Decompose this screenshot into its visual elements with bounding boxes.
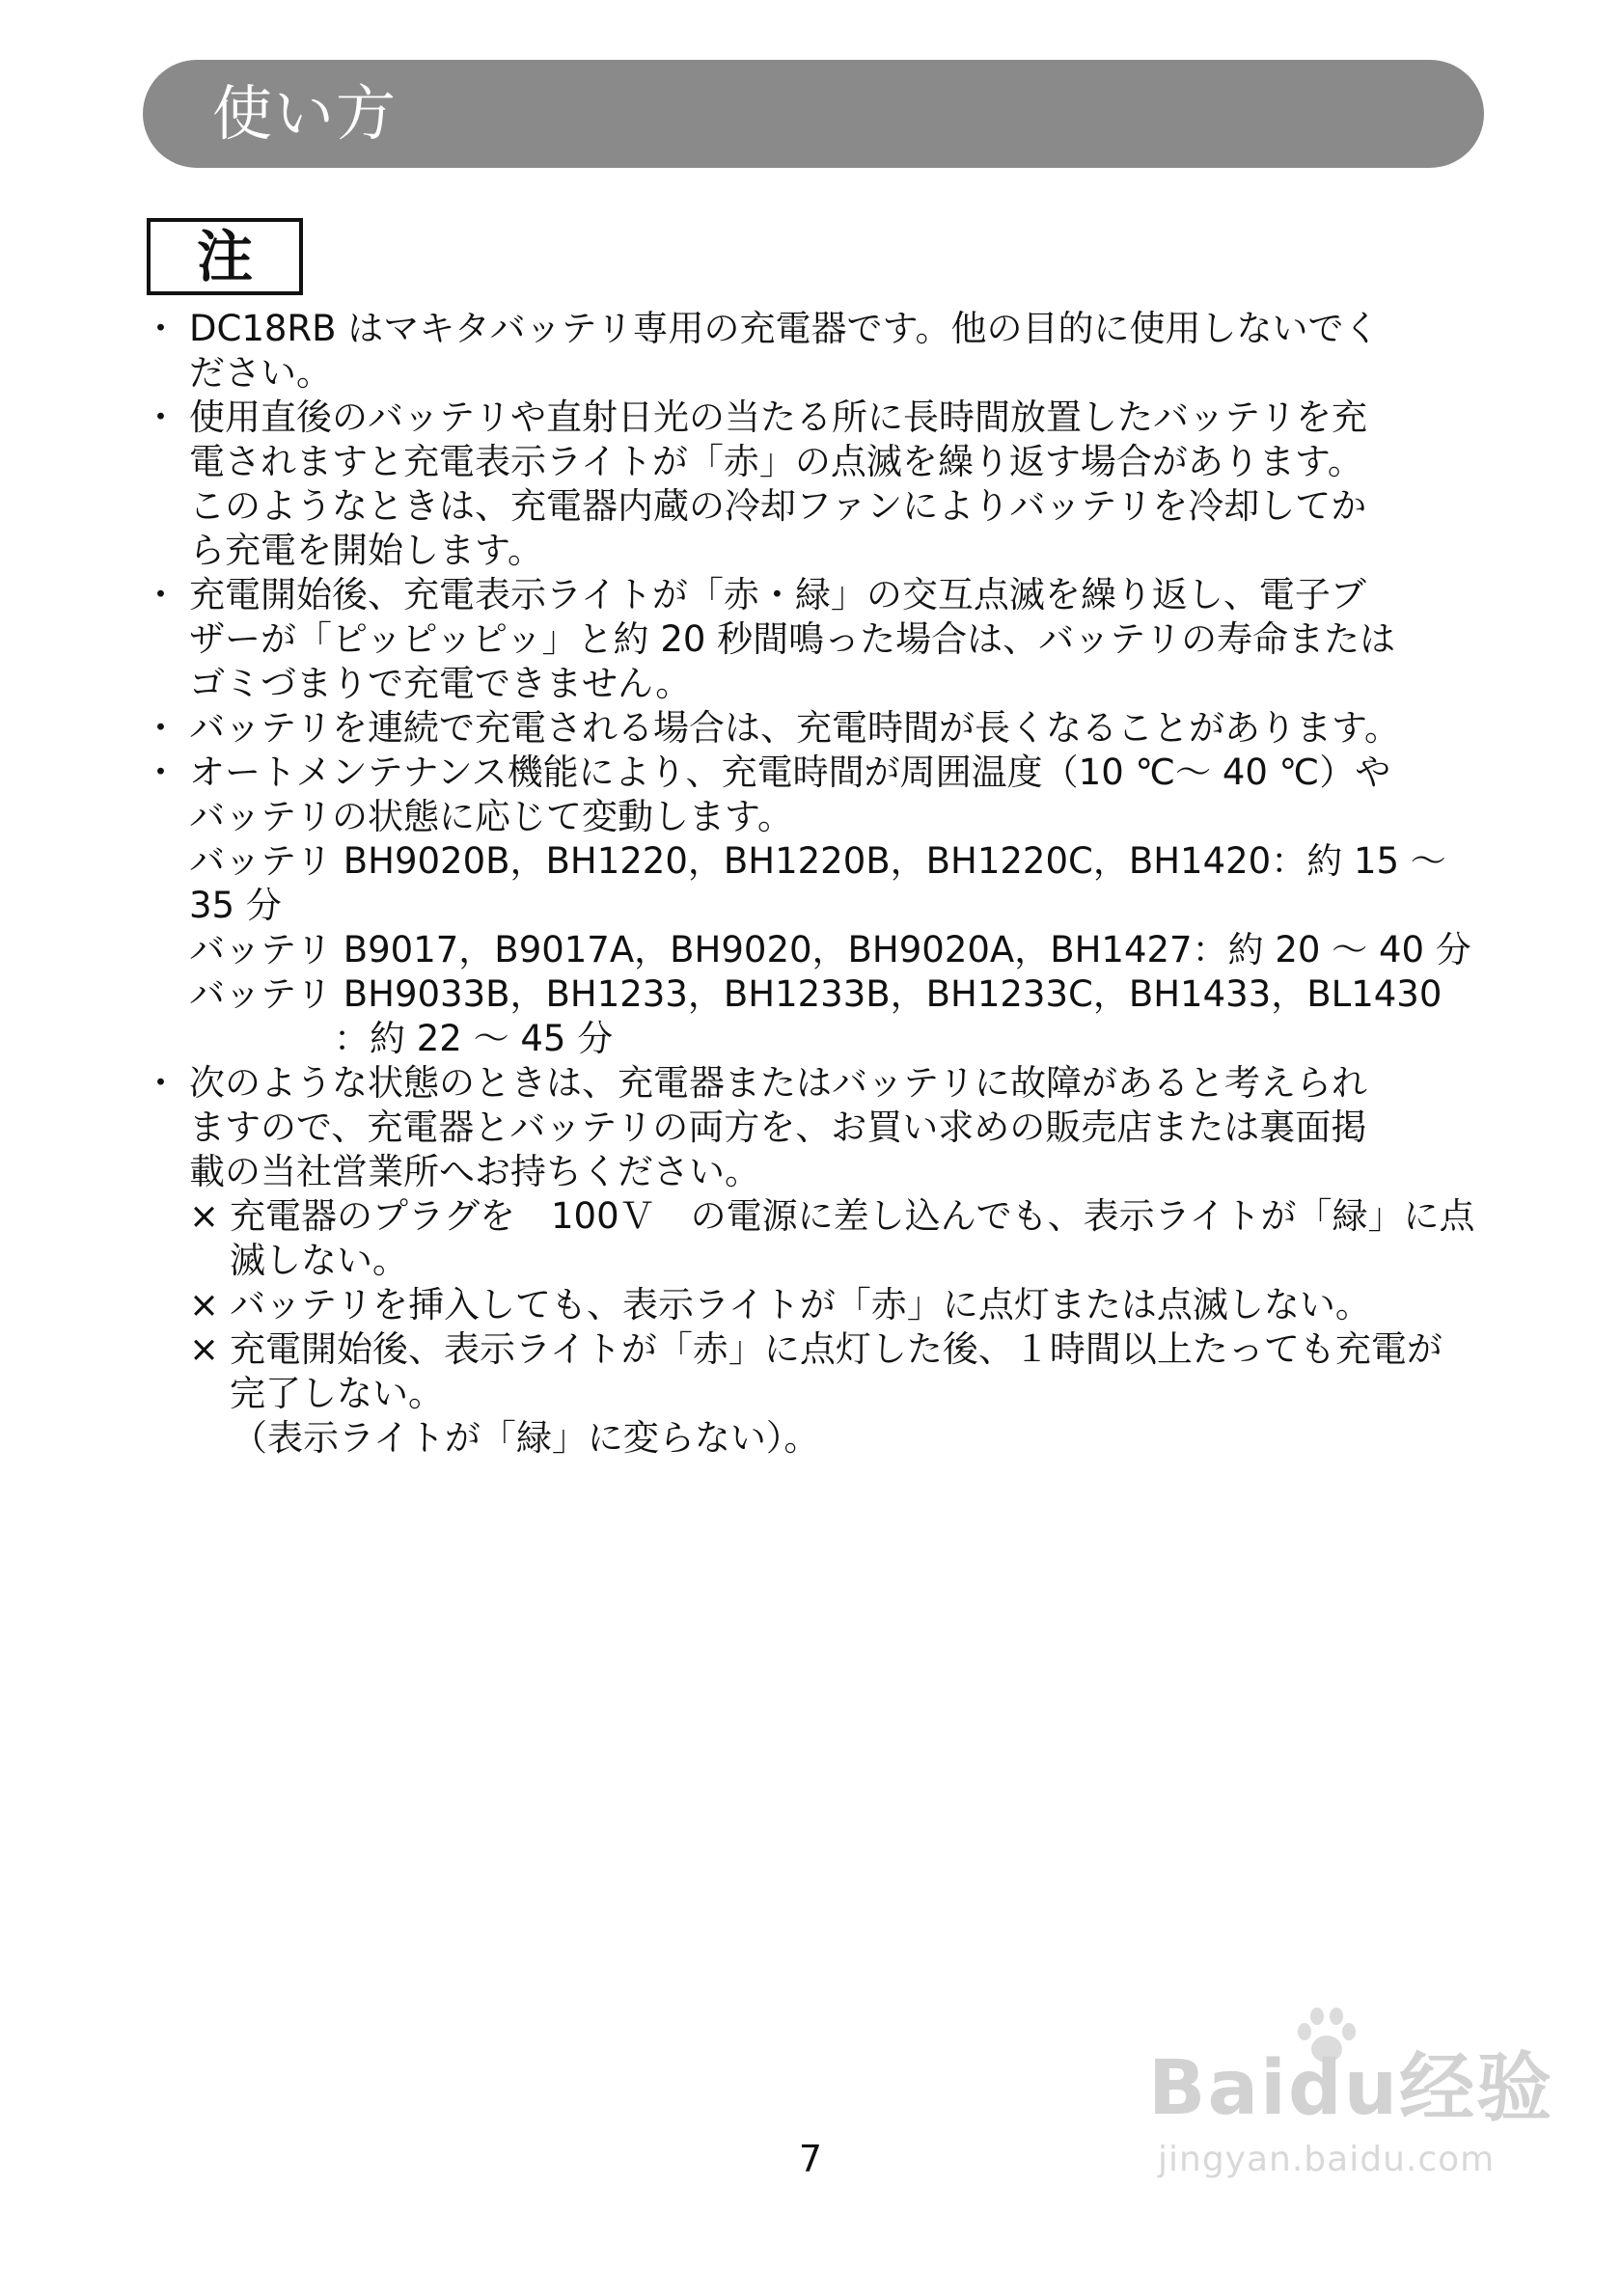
bullet-mark: ・ — [143, 707, 179, 749]
fault-text-line: バッテリを挿入しても、表示ライトが「赤」に点灯または点滅しない。 — [230, 1284, 1371, 1326]
bullet-mark: ・ — [143, 752, 179, 793]
bullet-text-line: ら充電を開始します。 — [189, 530, 544, 571]
cross-mark: × — [189, 1195, 220, 1237]
bullet-mark: ・ — [143, 574, 179, 615]
bullet-item — [143, 1061, 1494, 1194]
section-header-bar — [143, 60, 1484, 168]
fault-text-line: 完了しない。 — [230, 1373, 444, 1414]
bullet-item — [143, 573, 1494, 706]
fault-item — [143, 1283, 1494, 1327]
watermark-url: jingyan.baidu.com — [1158, 2140, 1496, 2179]
bullet-text-line: DC18RB はマキタバッテリ専用の充電器です。他の目的に使用しないでく — [189, 308, 1380, 349]
bullet-item — [143, 751, 1494, 1061]
bullet-mark: ・ — [143, 1062, 179, 1104]
battery-charge-time-line: ：約 22 ～ 45 分 — [334, 1018, 614, 1059]
note-label: 注 — [196, 224, 253, 289]
fault-item — [143, 1327, 1494, 1461]
bullet-item — [143, 706, 1494, 751]
bullet-text-line: 充電開始後、充電表示ライトが「赤・緑」の交互点滅を繰り返し、電子ブ — [189, 574, 1366, 615]
bullet-mark: ・ — [143, 308, 179, 349]
battery-charge-time-line: バッテリ BH9020B，BH1220，BH1220B，BH1220C，BH1420：約 15 ～ 35 分 — [189, 840, 1446, 926]
bullet-text-line: ますので、充電器とバッテリの両方を、お買い求めの販売店または裏面掲 — [189, 1107, 1367, 1148]
bullet-text-line: ザーが「ピッピッピッ」と約 20 秒間鳴った場合は、バッテリの寿命または — [189, 618, 1396, 660]
cross-mark: × — [189, 1284, 220, 1326]
fault-text-line: 充電器のプラグを 100Ｖ の電源に差し込んでも、表示ライトが「緑」に点 — [230, 1195, 1475, 1237]
bullet-item — [143, 307, 1494, 396]
bullet-text-line: バッテリを連続で充電される場合は、充電時間が長くなることがあります。 — [189, 707, 1401, 749]
bullet-text-line: オートメンテナンス機能により、充電時間が周囲温度（10 ℃～ 40 ℃）や — [189, 752, 1391, 793]
bullet-text-line: このようなときは、充電器内蔵の冷却ファンによりバッテリを冷却してか — [189, 485, 1367, 527]
battery-charge-time-line: バッテリ B9017，B9017A，BH9020，BH9020A，BH1427：約 20 ～ 40 分 — [189, 929, 1471, 970]
note-box — [147, 218, 303, 295]
cross-mark: × — [189, 1328, 220, 1370]
bullet-text-line: ださい。 — [189, 352, 332, 394]
bullet-text-line: ゴミづまりで充電できません。 — [189, 663, 692, 704]
fault-text-line: 充電開始後、表示ライトが「赤」に点灯した後、１時間以上たっても充電が — [230, 1328, 1442, 1370]
fault-text-line: （表示ライトが「緑」に変らない）。 — [232, 1417, 820, 1459]
bullet-text-line: 載の当社営業所へお持ちください。 — [189, 1151, 760, 1192]
fault-text-line: 滅しない。 — [230, 1240, 408, 1281]
bullet-text-line: 次のような状態のときは、充電器またはバッテリに故障があると考えられ — [189, 1062, 1367, 1104]
notes-content — [143, 307, 1494, 1461]
fault-item — [143, 1194, 1494, 1283]
bullet-text-line: 使用直後のバッテリや直射日光の当たる所に長時間放置したバッテリを充 — [189, 396, 1367, 438]
page-number: 7 — [798, 2138, 823, 2180]
bullet-mark: ・ — [143, 396, 179, 438]
bullet-text-line: 電されますと充電表示ライトが「赤」の点滅を繰り返す場合があります。 — [189, 441, 1363, 482]
bullet-text-line: バッテリの状態に応じて変動します。 — [189, 796, 794, 837]
section-title: 使い方 — [212, 78, 398, 149]
watermark-brand: Baidu经验 — [1148, 2045, 1554, 2132]
battery-charge-time-line: バッテリ BH9033B，BH1233，BH1233B，BH1233C，BH1433，BL1430 — [189, 973, 1442, 1015]
bullet-item — [143, 396, 1494, 573]
